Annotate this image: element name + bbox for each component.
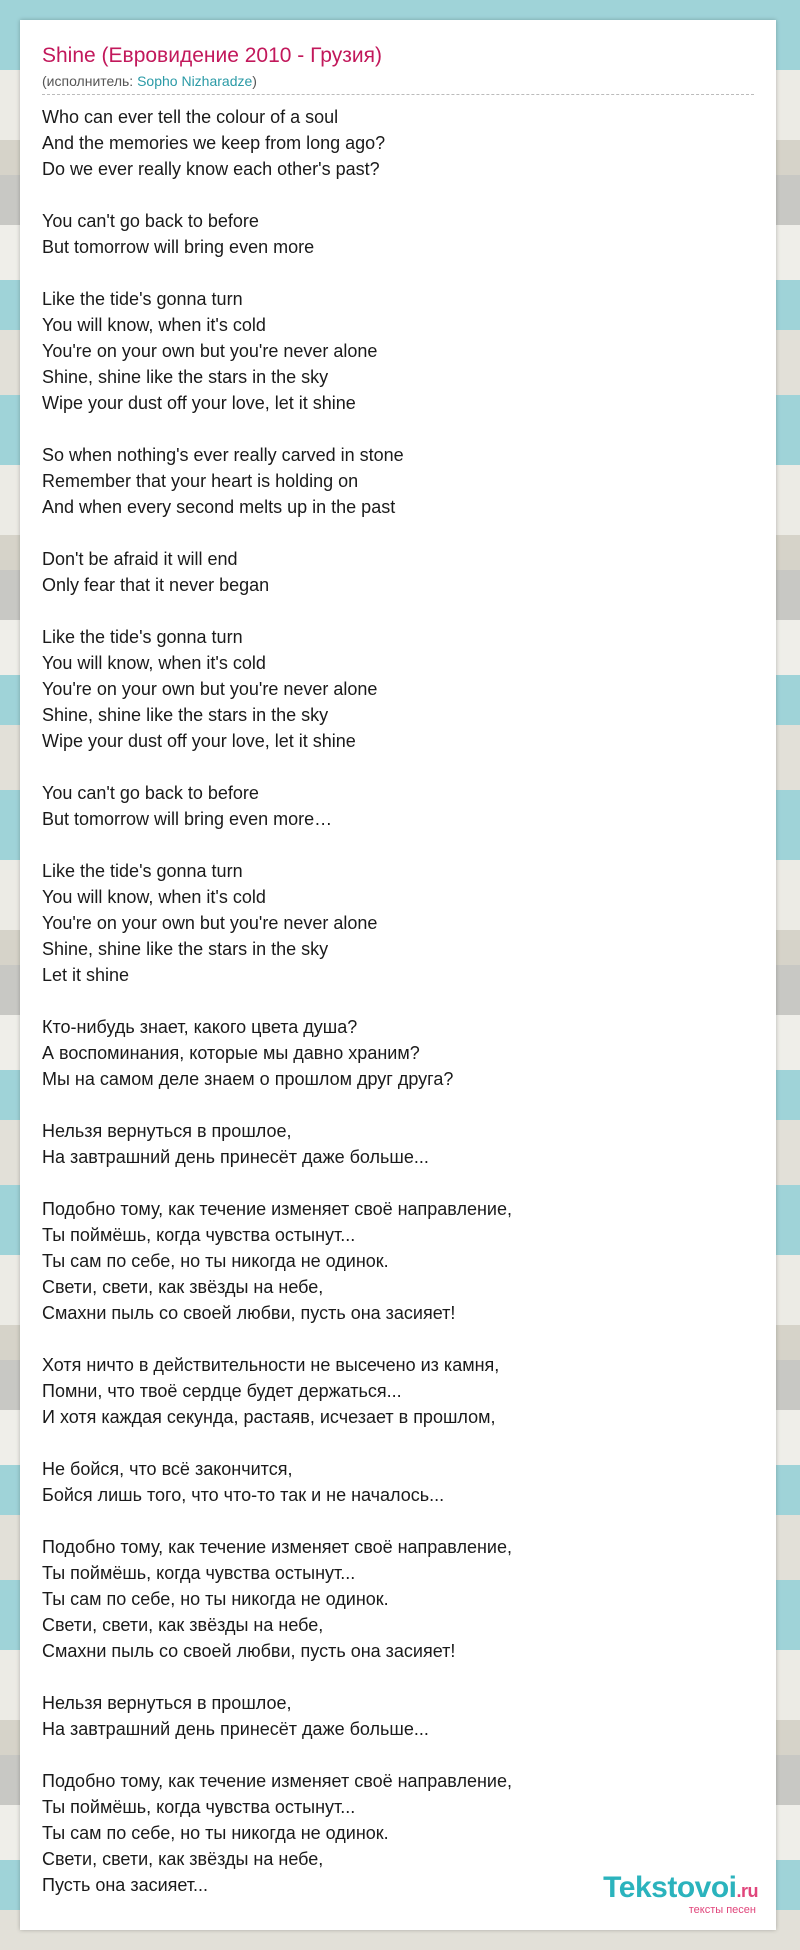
lyrics-line: You will know, when it's cold [42, 653, 266, 673]
lyrics-stanza [42, 546, 754, 598]
lyrics-line: Wipe your dust off your love, let it shine [42, 731, 356, 751]
lyrics-line: Хотя ничто в действительности не высечено из камня, [42, 1355, 500, 1375]
lyrics-line: Wipe your dust off your love, let it shine [42, 393, 356, 413]
lyrics-line: Do we ever really know each other's past? [42, 159, 380, 179]
lyrics-line: And the memories we keep from long ago? [42, 133, 386, 153]
lyrics-line: Ты поймёшь, когда чувства остынут... [42, 1225, 356, 1245]
lyrics-stanza [42, 1014, 754, 1092]
logo-domain-suffix: .ru [736, 1881, 758, 1901]
lyrics-line: Подобно тому, как течение изменяет своё направление, [42, 1771, 512, 1791]
lyrics-stanza [42, 858, 754, 988]
lyrics-line: Пусть она засияет... [42, 1875, 209, 1895]
lyrics-line: You're on your own but you're never alone [42, 341, 378, 361]
logo-name: Tekstovoi [603, 1871, 737, 1904]
lyrics-stanza [42, 780, 754, 832]
lyrics-line: Ты сам по себе, но ты никогда не одинок. [42, 1823, 389, 1843]
lyrics-stanza [42, 1196, 754, 1326]
lyrics-card [20, 20, 776, 1930]
artist-link[interactable]: Sopho Nizharadze [137, 73, 253, 89]
lyrics-stanza [42, 1690, 754, 1742]
lyrics-line: So when nothing's ever really carved in stone [42, 445, 404, 465]
lyrics-line: На завтрашний день принесёт даже больше... [42, 1147, 429, 1167]
lyrics-stanza [42, 286, 754, 416]
lyrics-line: You're on your own but you're never alone [42, 913, 378, 933]
lyrics-stanza [42, 624, 754, 754]
lyrics-line: Like the tide's gonna turn [42, 289, 243, 309]
lyrics-stanza [42, 1352, 754, 1430]
lyrics-line: Like the tide's gonna turn [42, 861, 243, 881]
lyrics-line: Смахни пыль со своей любви, пусть она засияет! [42, 1303, 456, 1323]
lyrics-line: You will know, when it's cold [42, 887, 266, 907]
lyrics-line: Подобно тому, как течение изменяет своё направление, [42, 1199, 512, 1219]
lyrics-line: Ты сам по себе, но ты никогда не одинок. [42, 1251, 389, 1271]
lyrics-stanza [42, 208, 754, 260]
lyrics-line: You can't go back to before [42, 783, 259, 803]
artist-suffix: ) [252, 73, 257, 89]
lyrics-line: Shine, shine like the stars in the sky [42, 939, 329, 959]
lyrics-stanza [42, 104, 754, 182]
lyrics-line: Свети, свети, как звёзды на небе, [42, 1849, 324, 1869]
lyrics-stanza [42, 1118, 754, 1170]
lyrics-line: But tomorrow will bring even more… [42, 809, 333, 829]
lyrics-stanza [42, 1534, 754, 1664]
logo-wordmark [603, 1873, 758, 1906]
page-title: Shine (Евровидение 2010 - Грузия) [42, 44, 382, 67]
lyrics-line: Let it shine [42, 965, 130, 985]
lyrics-line: Ты поймёшь, когда чувства остынут... [42, 1563, 356, 1583]
lyrics-line: You can't go back to before [42, 211, 259, 231]
lyrics-stanza [42, 1456, 754, 1508]
lyrics-line: Мы на самом деле знаем о прошлом друг друга? [42, 1069, 454, 1089]
logo-tagline: тексты песен [688, 1904, 756, 1916]
lyrics-line: Смахни пыль со своей любви, пусть она засияет! [42, 1641, 456, 1661]
lyrics-line: Only fear that it never began [42, 575, 270, 595]
artist-prefix: (исполнитель: [42, 73, 138, 89]
lyrics-line: Shine, shine like the stars in the sky [42, 705, 329, 725]
lyrics-line: Нельзя вернуться в прошлое, [42, 1121, 292, 1141]
lyrics-body [42, 104, 754, 1924]
site-logo[interactable] [603, 1873, 758, 1916]
lyrics-line: Свети, свети, как звёзды на небе, [42, 1615, 324, 1635]
lyrics-line: Не бойся, что всё закончится, [42, 1459, 293, 1479]
lyrics-line: And when every second melts up in the past [42, 497, 396, 517]
lyrics-line: Нельзя вернуться в прошлое, [42, 1693, 292, 1713]
lyrics-line: А воспоминания, которые мы давно храним? [42, 1043, 420, 1063]
lyrics-line: Remember that your heart is holding on [42, 471, 359, 491]
lyrics-line: Don't be afraid it will end [42, 549, 238, 569]
lyrics-line: Who can ever tell the colour of a soul [42, 107, 339, 127]
lyrics-line: Like the tide's gonna turn [42, 627, 243, 647]
lyrics-line: Кто-нибудь знает, какого цвета душа? [42, 1017, 358, 1037]
song-header [42, 42, 754, 95]
lyrics-stanza [42, 442, 754, 520]
lyrics-line: И хотя каждая секунда, растаяв, исчезает в прошлом, [42, 1407, 496, 1427]
lyrics-line: Shine, shine like the stars in the sky [42, 367, 329, 387]
lyrics-line: Бойся лишь того, что что-то так и не началось... [42, 1485, 445, 1505]
lyrics-line: Подобно тому, как течение изменяет своё направление, [42, 1537, 512, 1557]
lyrics-line: Ты сам по себе, но ты никогда не одинок. [42, 1589, 389, 1609]
lyrics-line: Свети, свети, как звёзды на небе, [42, 1277, 324, 1297]
artist-line [42, 72, 754, 95]
lyrics-line: But tomorrow will bring even more [42, 237, 315, 257]
lyrics-line: Помни, что твоё сердце будет держаться... [42, 1381, 402, 1401]
lyrics-line: Ты поймёшь, когда чувства остынут... [42, 1797, 356, 1817]
lyrics-line: На завтрашний день принесёт даже больше... [42, 1719, 429, 1739]
lyrics-line: You're on your own but you're never alone [42, 679, 378, 699]
lyrics-line: You will know, when it's cold [42, 315, 266, 335]
